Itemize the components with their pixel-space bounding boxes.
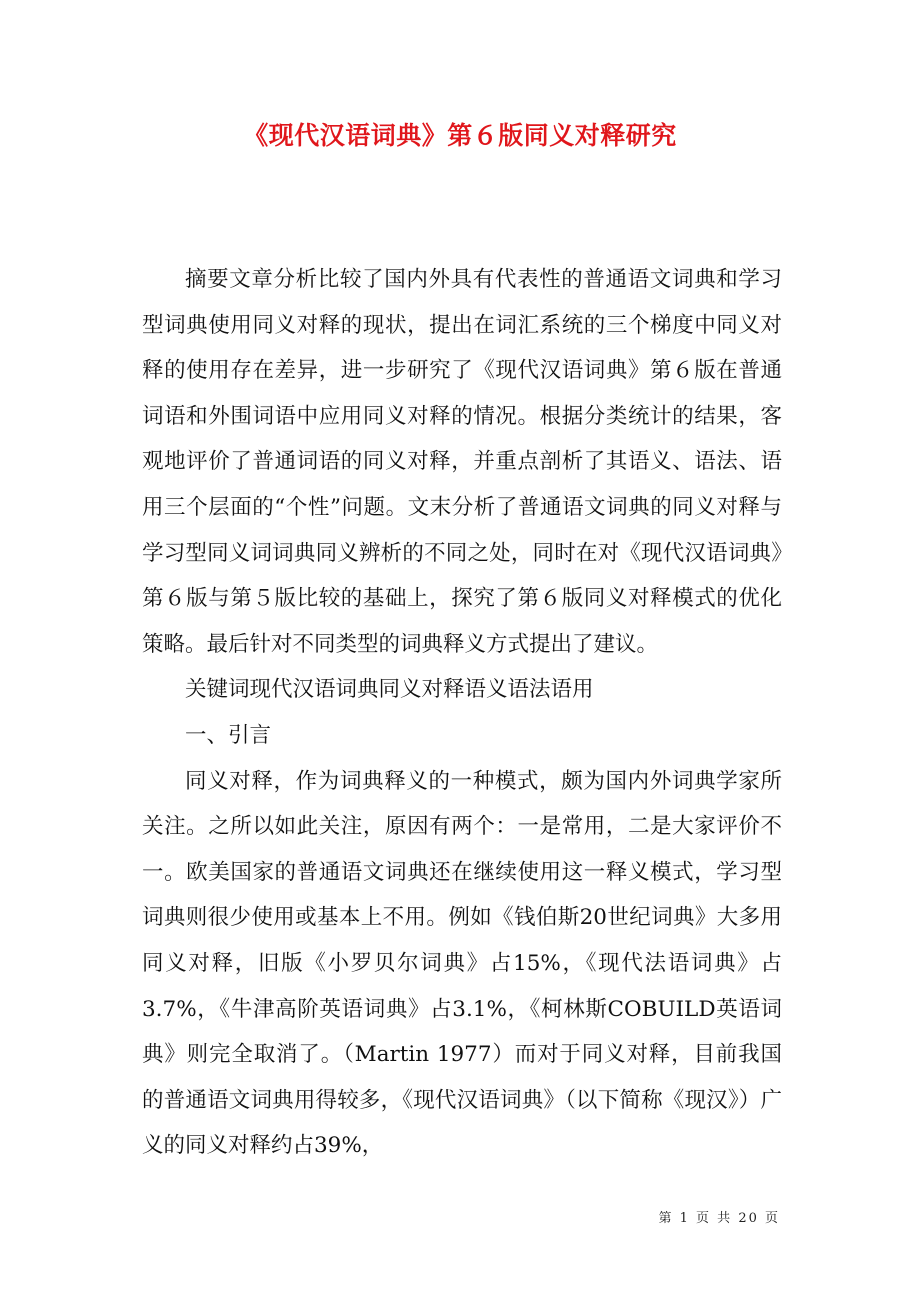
document-body — [142, 257, 782, 1169]
page-footer: 第 1 页 共 20 页 — [658, 1211, 780, 1226]
keywords-paragraph: 关键词现代汉语词典同义对释语义语法语用 — [185, 677, 594, 703]
document-title: 《现代汉语词典》第６版同义对释研究 — [243, 121, 677, 150]
intro-paragraph: 同义对释，作为词典释义的一种模式，颇为国内外词典学家所关注。之所以如此关注，原因有两个：一是常用，二是大家评价不一。欧美国家的普通语文词典还在继续使用这一释义模式，学习型词典则很少使用或基本上不用。例如《钱伯斯20世纪词典》大多用同义对释，旧版《小罗贝尔词典》占15%，《现代法语词典》占3.7%，《牛津高阶英语词典》占3.1%，《柯林斯COBUILD英语词典》则完全取消了。（Martin 1977）而对于同义对释，目前我国的普通语文词典用得较多，《现代汉语词典》（以下简称《现汉》）广义的同义对释约占39%， — [142, 768, 782, 1159]
section-heading-intro: 一、引言 — [185, 722, 272, 748]
abstract-paragraph: 摘要文章分析比较了国内外具有代表性的普通语文词典和学习型词典使用同义对释的现状，提出在词汇系统的三个梯度中同义对释的使用存在差异，进一步研究了《现代汉语词典》第６版在普通词语和外围词语中应用同义对释的情况。根据分类统计的结果，客观地评价了普通词语的同义对释，并重点剖析了其语义、语法、语用三个层面的“个性”问题。文末分析了普通语文词典的同义对释与学习型同义词词典同义辨析的不同之处，同时在对《现代汉语词典》第６版与第５版比较的基础上，探究了第６版同义对释模式的优化策略。最后针对不同类型的词典释义方式提出了建议。 — [142, 267, 782, 657]
